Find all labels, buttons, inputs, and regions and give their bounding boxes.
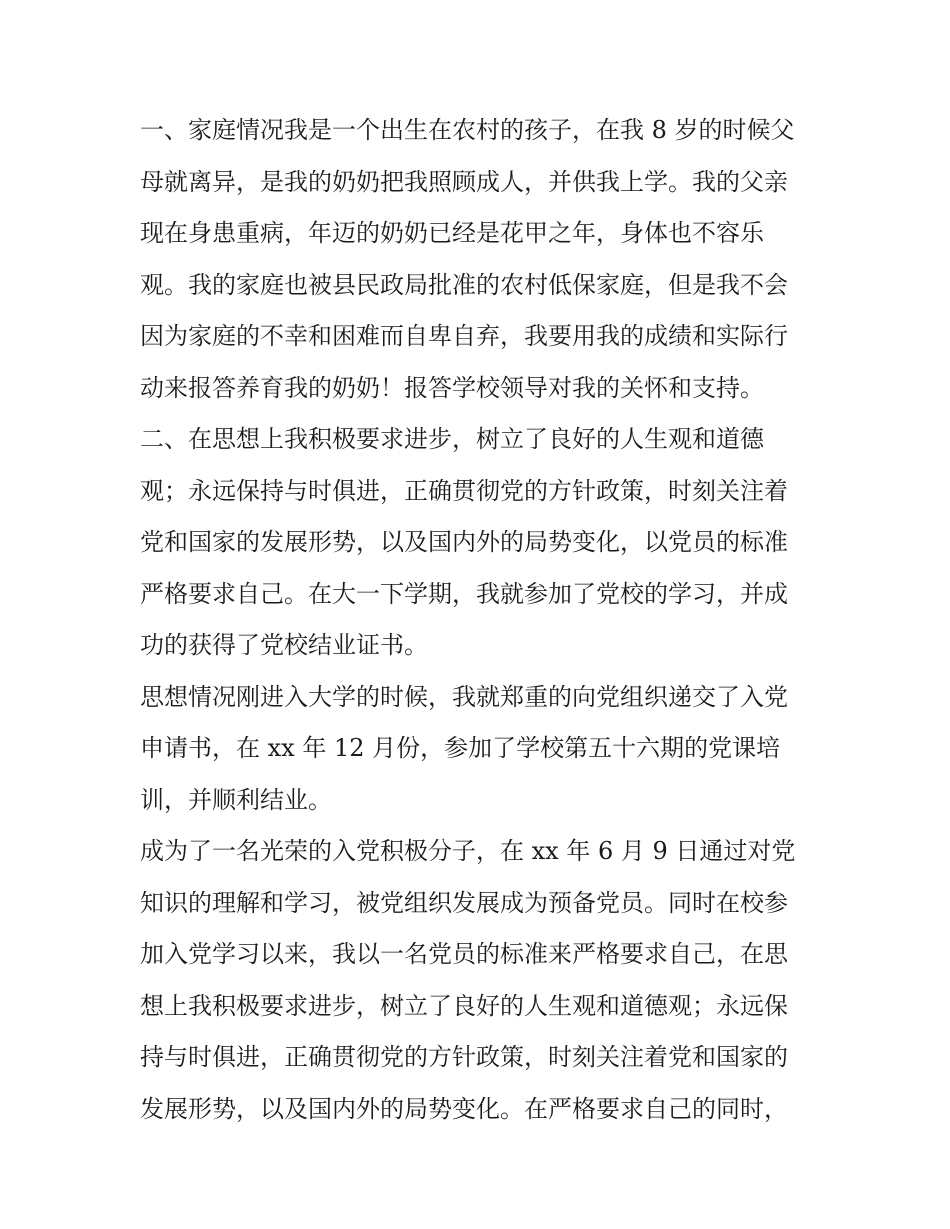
text-line: 加入党学习以来，我以一名党员的标准来严格要求自己，在思: [140, 940, 788, 968]
text-line: 观。我的家庭也被县民政局批准的农村低保家庭，但是我不会: [140, 271, 788, 299]
text-line: 观；永远保持与时俱进，正确贯彻党的方针政策，时刻关注着: [140, 477, 788, 505]
text-line: 成为了一名光荣的入党积极分子，在 xx 年 6 月 9 日通过对党: [140, 837, 796, 865]
text-line: 思想情况刚进入大学的时候，我就郑重的向党组织递交了入党: [140, 683, 788, 711]
text-line: 动来报答养育我的奶奶！报答学校领导对我的关怀和支持。: [140, 374, 764, 402]
text-line: 功的获得了党校结业证书。: [140, 631, 428, 659]
text-line: 知识的理解和学习，被党组织发展成为预备党员。同时在校参: [140, 889, 788, 917]
text-line: 二、在思想上我积极要求进步，树立了良好的人生观和道德: [140, 425, 764, 453]
text-line: 党和国家的发展形势，以及国内外的局势变化，以党员的标准: [140, 528, 788, 556]
text-line: 母就离异，是我的奶奶把我照顾成人，并供我上学。我的父亲: [140, 168, 788, 196]
text-line: 因为家庭的不幸和困难而自卑自弃，我要用我的成绩和实际行: [140, 322, 788, 350]
text-line: 训，并顺利结业。: [140, 786, 332, 814]
text-line: 申请书，在 xx 年 12 月份，参加了学校第五十六期的党课培: [140, 734, 781, 762]
text-line: 持与时俱进，正确贯彻党的方针政策，时刻关注着党和国家的: [140, 1043, 788, 1071]
text-line: 一、家庭情况我是一个出生在农村的孩子，在我 8 岁的时候父: [140, 116, 795, 144]
text-line: 发展形势，以及国内外的局势变化。在严格要求自己的同时，: [140, 1095, 788, 1123]
text-line: 现在身患重病，年迈的奶奶已经是花甲之年，身体也不容乐: [140, 219, 764, 247]
text-line: 严格要求自己。在大一下学期，我就参加了党校的学习，并成: [140, 580, 788, 608]
text-line: 想上我积极要求进步，树立了良好的人生观和道德观；永远保: [140, 992, 788, 1020]
